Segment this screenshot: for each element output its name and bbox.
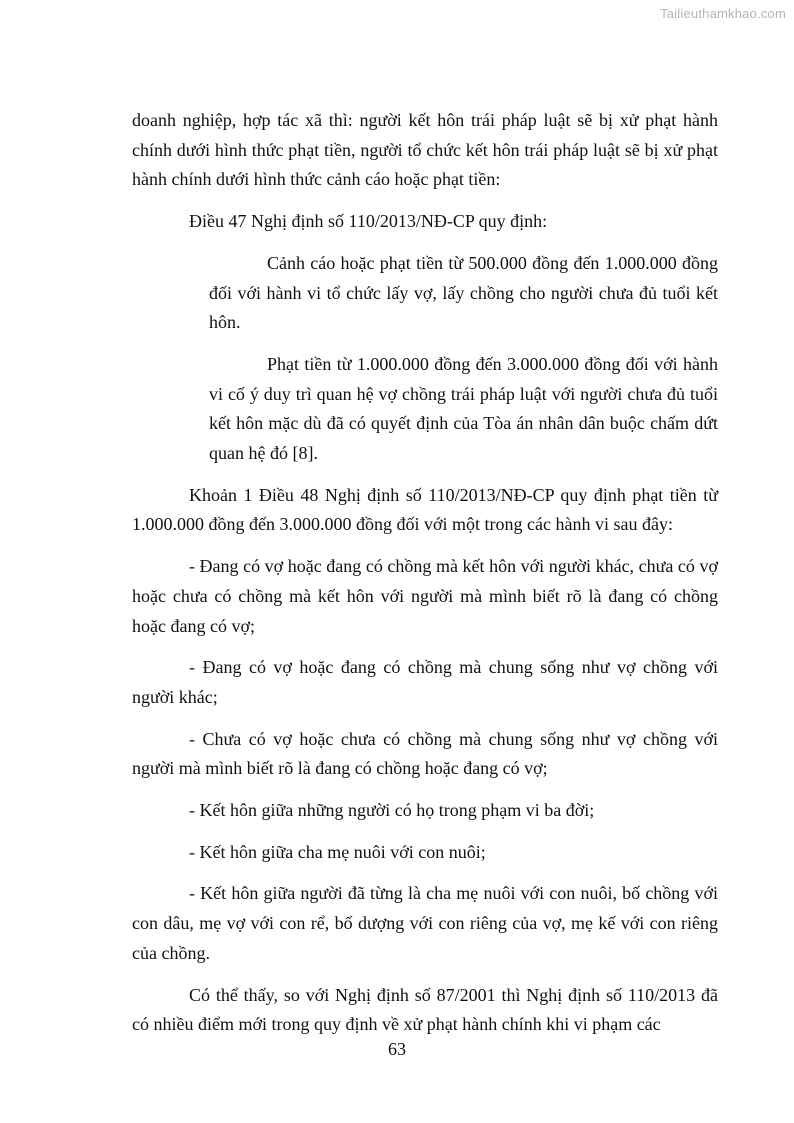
quote-fine-maintaining-relationship: Phạt tiền từ 1.000.000 đồng đến 3.000.000 đồng đối với hành vi cố ý duy trì quan hệ vợ chồng trái pháp luật với người chưa đủ tuổi kết hôn mặc dù đã có quyết định của Tòa án nhân dân buộc chấm dứt quan hệ đó [8]. — [209, 353, 718, 464]
paragraph-continuation: doanh nghiệp, hợp tác xã thì: người kết hôn trái pháp luật sẽ bị xử phạt hành chính dưới hình thức phạt tiền, người tổ chức kết hôn trái pháp luật sẽ bị xử phạt hành chính dưới hình thức cảnh cáo hoặc phạt tiền: — [132, 110, 718, 190]
list-item: - Kết hôn giữa người đã từng là cha mẹ nuôi với con nuôi, bố chồng với con dâu, mẹ vợ với con rể, bố dượng với con riêng của vợ, mẹ kế với con riêng của chồng. — [132, 883, 718, 963]
paragraph-article-47-intro: Điều 47 Nghị định số 110/2013/NĐ-CP quy định: — [189, 211, 548, 232]
document-body — [132, 106, 718, 1052]
quote-warning-fine: Cảnh cáo hoặc phạt tiền từ 500.000 đồng đến 1.000.000 đồng đối với hành vi tổ chức lấy vợ, lấy chồng cho người chưa đủ tuổi kết hôn. — [209, 252, 718, 333]
list-item: - Đang có vợ hoặc đang có chồng mà chung sống như vợ chồng với người khác; — [132, 657, 718, 707]
page-number: 63 — [388, 1039, 406, 1059]
paragraph-comparison: Có thể thấy, so với Nghị định số 87/2001 thì Nghị định số 110/2013 đã có nhiều điểm mới trong quy định về xử phạt hành chính khi vi phạm các — [132, 984, 718, 1035]
paragraph-article-48-intro: Khoản 1 Điều 48 Nghị định số 110/2013/NĐ-CP quy định phạt tiền từ 1.000.000 đồng đến 3.000.000 đồng đối với một trong các hành vi sau đây: — [132, 484, 718, 535]
list-item: - Chưa có vợ hoặc chưa có chồng mà chung sống như vợ chồng với người mà mình biết rõ là đang có chồng hoặc đang có vợ; — [132, 728, 718, 779]
watermark: Tailieuthamkhao.com — [660, 6, 786, 21]
list-item: - Kết hôn giữa những người có họ trong phạm vi ba đời; — [189, 800, 595, 821]
list-item: - Đang có vợ hoặc đang có chồng mà kết hôn với người khác, chưa có vợ hoặc chưa có chồng mà kết hôn với người mà mình biết rõ là đang có chồng hoặc đang có vợ; — [132, 556, 718, 636]
list-item: - Kết hôn giữa cha mẹ nuôi với con nuôi; — [189, 841, 486, 862]
